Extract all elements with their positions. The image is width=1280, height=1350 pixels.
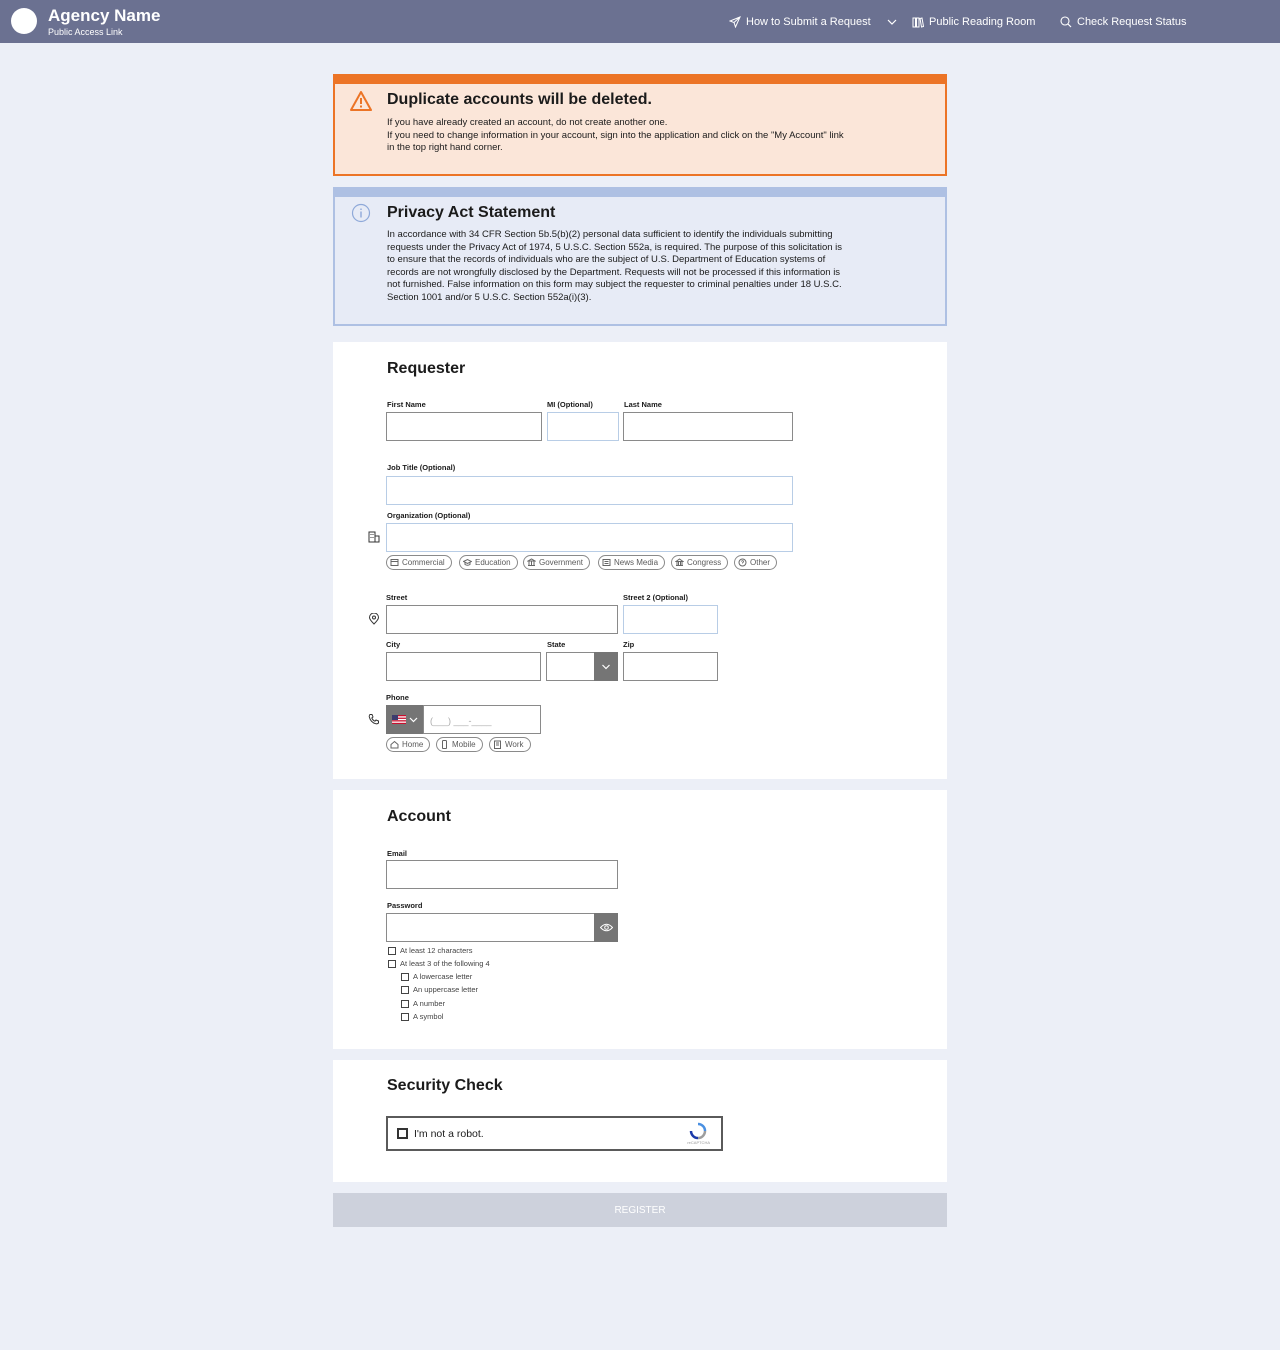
eye-icon [600,923,613,932]
zip-field[interactable] [623,652,718,681]
city-field[interactable] [386,652,541,681]
search-icon [1060,16,1072,28]
privacy-line: In accordance with 34 CFR Section 5b.5(b)(2) personal data sufficient to identify the individuals submitting [387,229,833,240]
street-field[interactable] [386,605,618,634]
org-chip-news-media[interactable] [598,555,665,570]
nav-public-reading-room-label: Public Reading Room [929,16,1036,28]
state-label: State [547,640,566,649]
building-icon [368,531,380,543]
requester-title: Requester [387,360,466,377]
alert-title: Duplicate accounts will be deleted. [387,91,652,108]
security-check-section [333,1060,947,1182]
state-select[interactable] [546,652,618,681]
phone-chip-label: Work [505,740,524,749]
org-chip-education[interactable] [459,555,518,570]
org-chip-label: Commercial [402,558,445,567]
mi-field[interactable] [547,412,619,441]
rule-label: At least 3 of the following 4 [400,959,490,968]
privacy-text [387,229,842,305]
rule-lowercase [401,972,472,981]
account-title: Account [387,808,451,825]
org-chip-label: Education [475,558,511,567]
org-chip-label: Government [539,558,584,567]
privacy-line: requests under the Privacy Act of 1974, 5 U.S.C. Section 552a, is required. The purpose of this solicitation is [387,241,843,253]
first-name-label: First Name [387,400,426,409]
org-chip-government[interactable] [523,555,590,570]
street2-field[interactable] [623,605,718,634]
mi-label: MI (Optional) [547,400,593,409]
phone-label: Phone [386,693,409,702]
org-chip-other[interactable] [734,555,777,570]
phone-chip-home[interactable] [386,737,430,752]
alert-line: If you need to change information in your account, sign into the application and click on the "My Account" link [387,129,844,141]
privacy-title: Privacy Act Statement [387,204,556,221]
org-chip-label: News Media [614,558,659,567]
rule-checkbox [388,947,396,955]
mobile-phone-icon [440,740,449,749]
us-flag-icon [392,715,406,724]
rule-length [388,946,473,955]
books-icon [912,16,924,28]
org-chip-label: Other [750,558,771,567]
recaptcha-logo-icon [689,1122,707,1140]
recaptcha-label: I'm not a robot. [414,1128,484,1140]
map-pin-icon [368,613,380,625]
duplicate-accounts-alert [333,74,947,176]
organization-field[interactable] [386,523,793,552]
rule-checkbox [401,973,409,981]
phone-chip-label: Home [402,740,424,749]
org-chip-congress[interactable] [671,555,728,570]
newspaper-icon [602,558,611,567]
requester-section [333,342,947,779]
email-field[interactable] [386,860,618,889]
show-password-button[interactable] [594,913,618,942]
agency-subtitle: Public Access Link [48,27,123,37]
org-chip-commercial[interactable] [386,555,452,570]
privacy-line: records are not wrongfully disclosed by the Department. Requests will not be processed if this information is [387,266,841,278]
rule-checkbox [401,1000,409,1008]
phone-chip-label: Mobile [452,740,476,749]
last-name-field[interactable] [623,412,793,441]
agency-logo[interactable] [11,8,37,34]
job-title-field[interactable] [386,476,793,505]
country-code-selector[interactable] [386,705,423,734]
send-icon [729,16,741,28]
chevron-down-icon [409,715,418,724]
warning-icon [350,90,372,112]
help-circle-icon [738,558,747,567]
rule-label: At least 12 characters [400,946,473,955]
chevron-down-icon[interactable] [886,16,898,28]
rule-uppercase [401,985,478,994]
street-label: Street [386,593,408,602]
register-button[interactable]: REGISTER [333,1193,947,1227]
security-check-title: Security Check [387,1077,503,1094]
privacy-line: to ensure that the records of individuals who are the subject of U.S. Department of Education systems of [387,254,826,266]
agency-name[interactable]: Agency Name [48,6,161,25]
privacy-line: Section 1001 and/or 5 U.S.C. Section 552a(i)(3). [387,291,592,303]
office-building-icon [493,740,502,749]
password-field[interactable] [386,913,618,942]
phone-chip-mobile[interactable] [436,737,483,752]
zip-label: Zip [623,640,635,649]
phone-field[interactable]: (___) ___-____ [423,705,541,734]
nav-check-request-status-label: Check Request Status [1077,16,1187,28]
state-dropdown-button[interactable] [594,652,618,681]
home-icon [390,740,399,749]
job-title-label: Job Title (Optional) [387,463,456,472]
nav-check-request-status[interactable] [1060,15,1186,29]
password-label: Password [387,901,423,910]
alert-line: in the top right hand corner. [387,142,503,154]
rule-symbol [401,1012,443,1021]
street2-label: Street 2 (Optional) [623,593,689,602]
rule-number [401,999,445,1008]
privacy-act-statement [333,187,947,326]
nav-public-reading-room[interactable] [912,15,1035,29]
last-name-label: Last Name [624,400,662,409]
recaptcha-brand: reCAPTCHA [687,1140,710,1145]
rule-label: A number [413,999,446,1008]
recaptcha-widget [386,1116,723,1151]
graduation-cap-icon [463,558,472,567]
organization-label: Organization (Optional) [387,511,471,520]
chevron-down-icon [601,662,611,672]
recaptcha-checkbox[interactable] [397,1128,408,1139]
alert-text [387,117,844,155]
info-icon [350,202,372,224]
government-icon [527,558,536,567]
alert-line: If you have already created an account, do not create another one. [387,117,668,128]
nav-how-to-submit-label: How to Submit a Request [746,16,871,28]
rule-checkbox [401,1013,409,1021]
rule-label: A symbol [413,1012,444,1021]
org-chip-label: Congress [687,558,722,567]
phone-icon [368,713,380,725]
privacy-line: not furnished. False information on this form may subject the requester to criminal penalties under 18 U.S.C. [387,279,842,291]
first-name-field[interactable] [386,412,542,441]
rule-checkbox [401,986,409,994]
top-navigation-bar [0,0,1280,43]
capitol-icon [675,558,684,567]
rule-three-of-four [388,959,490,968]
store-icon [390,558,399,567]
rule-checkbox [388,960,396,968]
phone-chip-work[interactable] [489,737,531,752]
email-label: Email [387,849,408,858]
city-label: City [386,640,401,649]
rule-label: A lowercase letter [413,972,473,981]
account-section [333,790,947,1049]
nav-how-to-submit[interactable] [729,15,898,29]
rule-label: An uppercase letter [413,985,479,994]
